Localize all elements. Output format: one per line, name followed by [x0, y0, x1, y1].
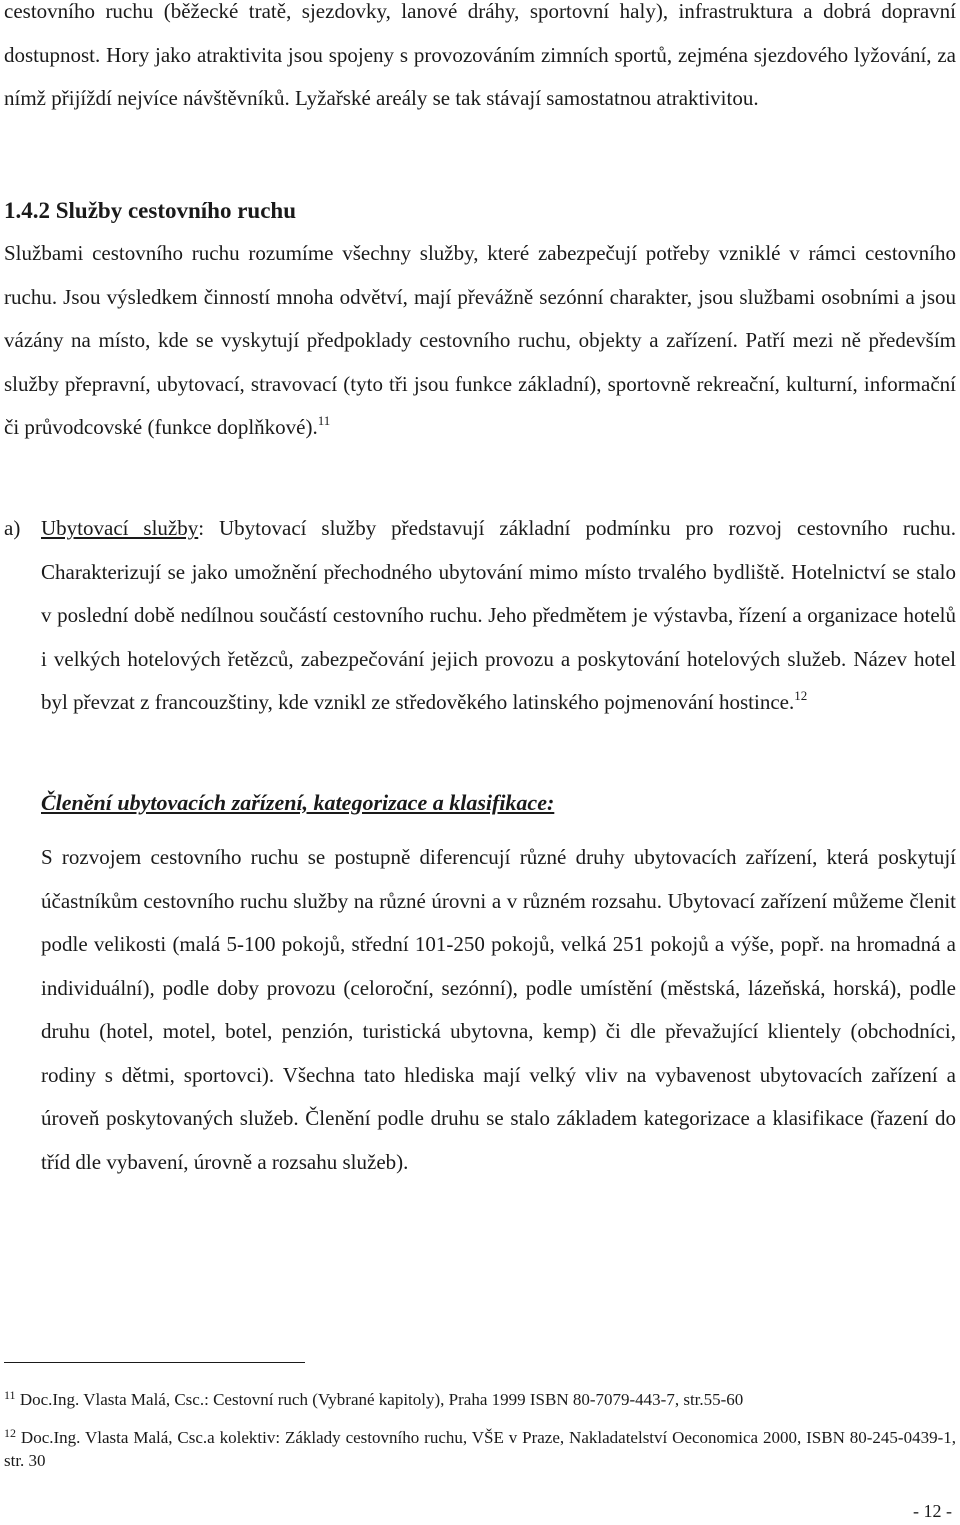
section-heading: 1.4.2 Služby cestovního ruchu [4, 198, 297, 223]
footnote-text: Doc.Ing. Vlasta Malá, Csc.a kolektiv: Základy cestovního ruchu, VŠE v Praze, Nakladatelství Oeconomica 2000, ISBN 80-245-0439-1, str. 30 [4, 1428, 957, 1470]
subsection-heading-text: Členění ubytovacích zařízení, kategorizace a klasifikace: [41, 790, 555, 815]
footnote-ref-11[interactable]: 11 [317, 413, 331, 428]
footnote-number: 11 [4, 1388, 16, 1402]
page-number: - 12 - [913, 1501, 952, 1521]
subsection-heading [41, 785, 554, 821]
footnote-divider [4, 1362, 305, 1363]
footnote-text: Doc.Ing. Vlasta Malá, Csc.: Cestovní ruch (Vybrané kapitoly), Praha 1999 ISBN 80-7079-443-7, str.55-60 [19, 1390, 744, 1409]
item-a-term: Ubytovací služby [41, 516, 199, 540]
footnote-11 [4, 1388, 956, 1411]
list-marker-a: a) [4, 516, 21, 540]
footnote-number: 12 [4, 1426, 16, 1440]
footnote-ref-12[interactable]: 12 [794, 688, 808, 703]
intro-paragraph [4, 0, 956, 121]
intro-text: cestovního ruchu (běžecké tratě, sjezdovky, lanové dráhy, sportovní haly), infrastruktura a dobrá dopravní dostupnost. Hory jako atraktivita jsou spojeny s provozováním zimních sportů, zejména sjezdového lyžování, za nímž přijíždí nejvíce návštěvníků. Lyžařské areály se tak stávají samostatnou atraktivitou. [4, 0, 956, 110]
section-paragraph [4, 232, 956, 450]
subsection-text: S rozvojem cestovního ruchu se postupně diferencují různé druhy ubytovacích zařízení, která poskytují účastníkům cestovního ruchu služby na různé úrovni a v různém rozsahu. Ubytovací zařízení můžeme členit podle velikosti (malá 5-100 pokojů, střední 101-250 pokojů, velká 251 pokojů a výše, popř. na hromadná a individuální), podle doby provozu (celoroční, sezónní), podle umístění (městská, lázeňská, horská), podle druhu (hotel, motel, botel, penzión, turistická ubytovna, kemp) či dle převažující klientely (obchodníci, rodiny s dětmi, sportovci). Všechna tato hlediska mají velký vliv na vybavenost ubytovacích zařízení a úroveň poskytovaných služeb. Členění podle druhu se stalo základem kategorizace a klasifikace (řazení do tříd dle vybavení, úrovně a rozsahu služeb). [41, 845, 956, 1174]
section-text: Službami cestovního ruchu rozumíme všechny služby, které zabezpečují potřeby vzniklé v rámci cestovního ruchu. Jsou výsledkem činností mnoha odvětví, mají převážně sezónní charakter, jsou službami osobními a jsou vázány na místo, kde se vyskytují předpoklady cestovního ruchu, objekty a zařízení. Patří mezi ně především služby přepravní, ubytovací, stravovací (tyto tři jsou funkce základní), sportovně rekreační, kulturní, informační či průvodcovské (funkce doplňkové). [4, 241, 956, 439]
subsection-paragraph [41, 836, 956, 1184]
item-a-text: : Ubytovací služby představují základní podmínku pro rozvoj cestovního ruchu. Charakterizují se jako umožnění přechodného ubytování mimo místo trvalého bydliště. Hotelnictví se stalo v poslední době nedílnou součástí cestovního ruchu. Jeho předmětem je výstavba, řízení a organizace hotelů i velkých hotelových řetězců, zabezpečování jejich provozu a poskytování hotelových služeb. Název hotel byl převzat z francouzštiny, kde vznikl ze středověkého latinského pojmenování hostince. [41, 516, 956, 714]
footnote-12 [4, 1426, 956, 1472]
item-a-paragraph [41, 507, 956, 725]
